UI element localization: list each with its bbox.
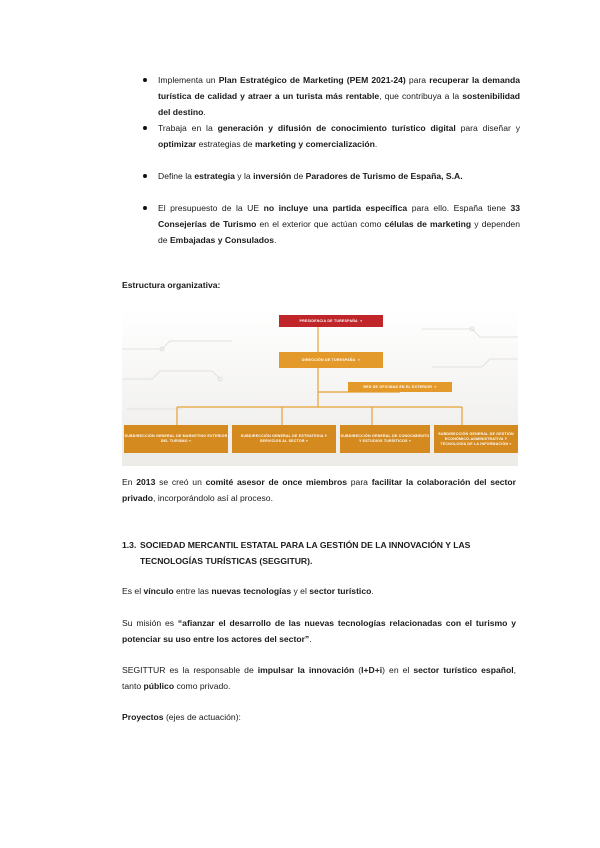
paragraph-proyectos: Proyectos (ejes de actuación): — [122, 712, 241, 722]
bullet-item: El presupuesto de la UE no incluye una partida específica para ello. España tiene 33 Consejerías de Turismo en el exterior que actúan como células de marketing y dependen de Embajadas y Consulados. — [158, 200, 520, 248]
bullet-dot-icon — [143, 174, 147, 178]
subdirection-marketing-box: SUBDIRECCIÓN GENERAL DE MARKETING EXTERIOR DEL TURISMO » — [124, 425, 228, 453]
paragraph-vinculo: Es el vínculo entre las nuevas tecnologías y el sector turístico. — [122, 586, 374, 596]
section-heading: 1.3. SOCIEDAD MERCANTIL ESTATAL PARA LA GESTIÓN DE LA INNOVACIÓN Y LAS TECNOLOGÍAS TURÍSTICAS (SEGGITUR). — [122, 540, 471, 566]
bullet-list — [158, 72, 520, 248]
subdirection-strategy-box: SUBDIRECCIÓN GENERAL DE ESTRATEGIA Y SERVICIOS AL SECTOR » — [232, 425, 336, 453]
paragraph-mision: Su misión es “afianzar el desarrollo de las nuevas tecnologías relacionadas con el turismo y potenciar su uso entre los actores del sector”. — [122, 618, 516, 644]
bullet-item: Implementa un Plan Estratégico de Marketing (PEM 2021-24) para recuperar la demanda turística de calidad y atraer a un turista más rentable, que contribuya a la sostenibilidad del destino. — [158, 72, 520, 120]
bullet-dot-icon — [143, 126, 147, 130]
paragraph-segittur: SEGITTUR es la responsable de impulsar la innovación (I+D+i) en el sector turístico español, tanto público como privado. — [122, 665, 517, 691]
bullet-item: Define la estrategia y la inversión de Paradores de Turismo de España, S.A. — [158, 168, 520, 184]
org-chart — [122, 309, 518, 466]
subdirection-economic-box: SUBDIRECCIÓN GENERAL DE GESTIÓN ECONÓMICO-ADMINISTRATIVA Y TECNOLOGÍA DE LA INFORMACIÓN » — [434, 425, 518, 453]
org-chart-label: Estructura organizativa: — [122, 280, 221, 290]
bullet-item: Trabaja en la generación y difusión de conocimiento turístico digital para diseñar y optimizar estrategias de marketing y comercialización. — [158, 120, 520, 152]
direction-box: DIRECCIÓN DE TURESPAÑA » — [279, 352, 383, 368]
subdirection-knowledge-box: SUBDIRECCIÓN GENERAL DE CONOCIMIENTO Y ESTUDIOS TURÍSTICOS » — [340, 425, 430, 453]
bullet-dot-icon — [143, 78, 147, 82]
paragraph-2013: En 2013 se creó un comité asesor de once miembros para facilitar la colaboración del sector privado, incorporándolo así al proceso. — [122, 477, 516, 503]
presidency-box: PRESIDENCIA DE TURESPAÑA » — [279, 315, 383, 327]
network-offices-box: RED DE OFICINAS EN EL EXTERIOR » — [348, 382, 452, 392]
bullet-dot-icon — [143, 206, 147, 210]
